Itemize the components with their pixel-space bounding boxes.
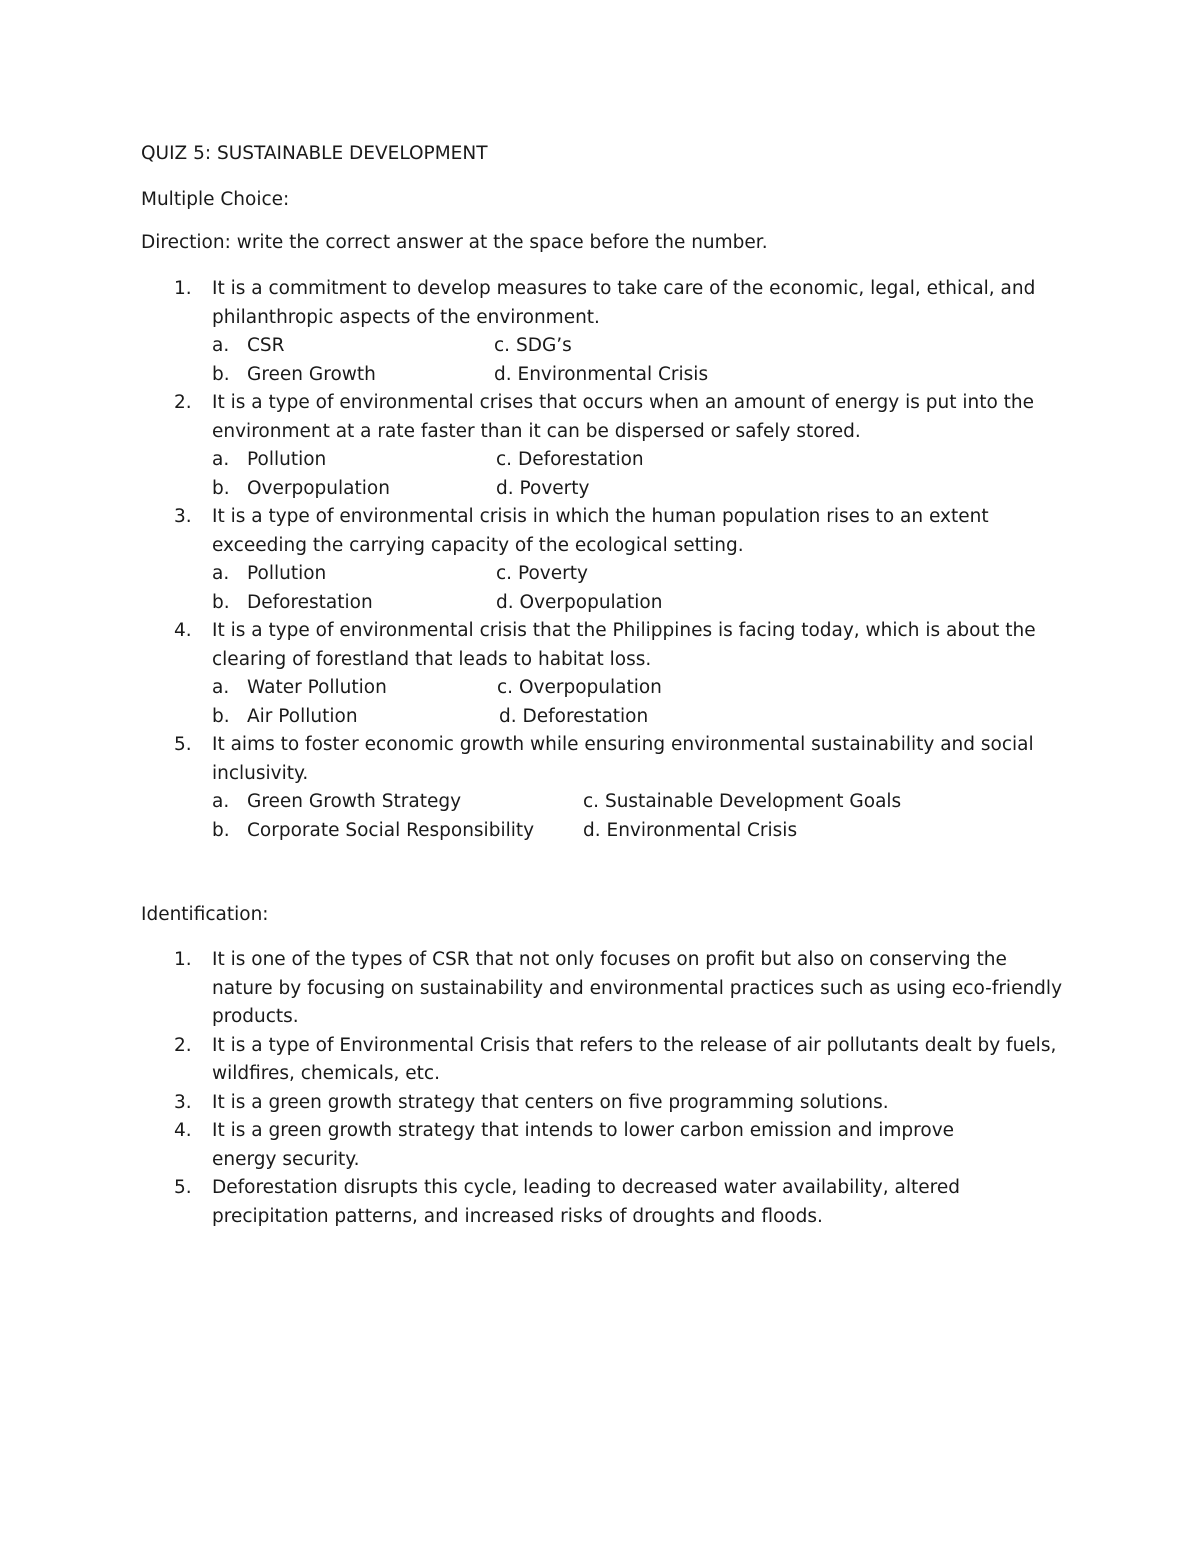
option-row — [212, 589, 1101, 618]
mc-question-3 — [141, 503, 1101, 617]
option-d: d. Environmental Crisis — [494, 363, 709, 385]
mc-question-5 — [141, 731, 1101, 845]
option-c: c. Deforestation — [496, 449, 644, 470]
question-text: It is a type of Environmental Crisis that refers to the release of air pollutants dealt by fuels, wildfires, chemicals, etc. — [212, 1034, 1057, 1084]
option-a: a. Pollution — [212, 563, 327, 584]
quiz-title: QUIZ 5: SUSTAINABLE DEVELOPMENT — [141, 143, 488, 164]
question-text: It is a type of environmental crisis that the Philippines is facing today, which is about the clearing of forestland that leads to habitat loss. — [212, 620, 1036, 670]
question-number: 2. — [174, 1034, 192, 1056]
option-d: d. Poverty — [496, 477, 590, 499]
question-text: Deforestation disrupts this cycle, leading to decreased water availability, altered precipitation patterns, and increased risks of droughts and floods. — [212, 1177, 960, 1227]
option-row — [212, 674, 1101, 703]
question-text: It is a type of environmental crisis in which the human population rises to an extent exceeding the carrying capacity of the ecological setting. — [212, 506, 989, 556]
id-question-5 — [141, 1174, 1101, 1231]
option-b: b. Air Pollution — [212, 705, 358, 727]
question-text: It aims to foster economic growth while ensuring environmental sustainability and social inclusivity. — [212, 734, 1034, 784]
option-row — [212, 332, 1101, 361]
option-c: c. Poverty — [496, 563, 588, 584]
identification-list — [141, 946, 1101, 1231]
option-row — [212, 361, 1101, 390]
multiple-choice-list — [141, 275, 1101, 845]
question-text: It is a type of environmental crises that occurs when an amount of energy is put into the environment at a rate faster than it can be dispersed or safely stored. — [212, 392, 1035, 442]
mc-question-1 — [141, 275, 1101, 389]
option-a: a. Pollution — [212, 449, 327, 470]
identification-heading: Identification: — [141, 904, 269, 925]
option-a: a. Green Growth Strategy — [212, 791, 462, 812]
question-text: It is a commitment to develop measures to take care of the economic, legal, ethical, and philanthropic aspects of the environment. — [212, 278, 1036, 328]
option-row — [212, 446, 1101, 475]
option-row — [212, 788, 1101, 817]
option-b: b. Deforestation — [212, 591, 373, 613]
mc-question-2 — [141, 389, 1101, 503]
question-number: 3. — [174, 506, 192, 527]
id-question-2 — [141, 1032, 1101, 1089]
question-number: 4. — [174, 620, 192, 641]
option-a: a. Water Pollution — [212, 677, 387, 698]
option-row — [212, 475, 1101, 504]
option-a: a. CSR — [212, 335, 285, 356]
question-text: It is one of the types of CSR that not only focuses on profit but also on conserving the nature by focusing on sustainability and environmental practices such as using eco-friendly products. — [212, 949, 1063, 1027]
option-row — [212, 560, 1101, 589]
option-c: c. SDG’s — [494, 335, 572, 356]
option-row — [212, 703, 1101, 732]
option-c: c. Overpopulation — [497, 677, 662, 698]
multiple-choice-heading: Multiple Choice: — [141, 189, 290, 210]
mc-question-4 — [141, 617, 1101, 731]
option-row — [212, 817, 1101, 846]
option-b: b. Green Growth — [212, 363, 376, 385]
option-d: d. Deforestation — [499, 705, 649, 727]
question-number: 5. — [174, 1177, 192, 1198]
question-number: 1. — [174, 278, 192, 299]
question-text: It is a green growth strategy that intends to lower carbon emission and improve energy security. — [212, 1120, 955, 1170]
id-question-4 — [141, 1117, 1101, 1174]
direction-text: Direction: write the correct answer at the space before the number. — [141, 232, 768, 253]
question-number: 3. — [174, 1091, 192, 1113]
id-question-3 — [141, 1089, 1101, 1118]
option-b: b. Overpopulation — [212, 477, 390, 499]
question-number: 5. — [174, 734, 192, 755]
question-number: 2. — [174, 392, 192, 413]
id-question-1 — [141, 946, 1101, 1032]
question-text: It is a green growth strategy that centers on five programming solutions. — [212, 1091, 889, 1113]
option-d: d. Environmental Crisis — [583, 819, 798, 841]
option-b: b. Corporate Social Responsibility — [212, 819, 535, 841]
question-number: 1. — [174, 949, 192, 970]
option-d: d. Overpopulation — [496, 591, 663, 613]
option-c: c. Sustainable Development Goals — [583, 791, 902, 812]
question-number: 4. — [174, 1120, 192, 1141]
